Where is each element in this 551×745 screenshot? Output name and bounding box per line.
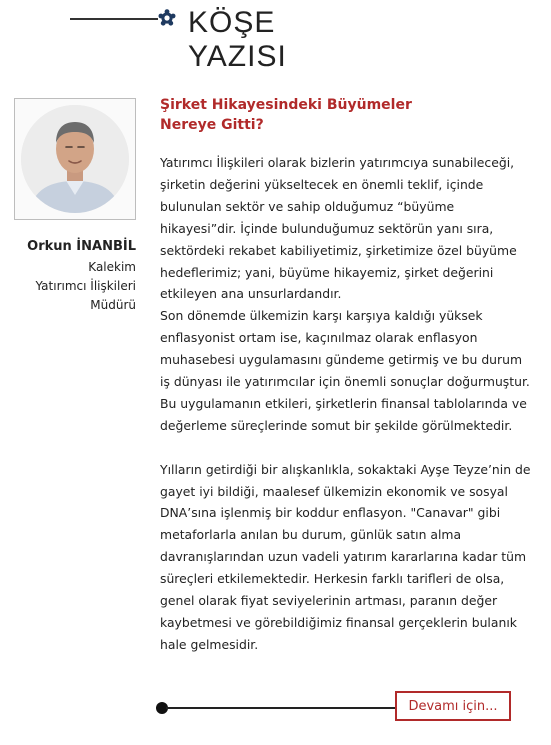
article-title-line: Şirket Hikayesindeki Büyümeler (160, 97, 412, 113)
author-role (0, 258, 136, 315)
read-more-button[interactable]: Devamı için... (395, 691, 511, 721)
author-role-line: Müdürü (90, 298, 136, 312)
author-name: Orkun İNANBİL (27, 239, 136, 254)
section-title (188, 6, 287, 74)
article-paragraph: Yılların getirdiği bir alışkanlıkla, sokaktaki Ayşe Teyze’nin de gayet iyi bildiği, maalesef ülkemizin ekonomik ve sosyal DNA’sına işlenmiş bir koddur enflasyon. "Canavar" gibi metaforlarla anılan bu durum, günlük satın alma davranışlarından uzun vadeli yatırım kararlarına kadar tüm süreçleri etkilemektedir. Herkesin farklı tarifleri de olsa, genel olarak fiyat seviyelerinin artması, paranın değer kaybetmesi ve görebildiğimiz finansal gerçeklerin bulanık hale gelmesidir. (160, 461, 531, 652)
section-title-line2: YAZISI (188, 40, 287, 73)
article-paragraph: Son dönemde ülkemizin karşı karşıya kaldığı yüksek enflasyonist ortam ise, kaçınılmaz olarak enflasyon muhasebesi uygulamasını gündeme getirmiş ve bu durum iş dünyası ile yatırımcılar için önemli sonuçlar doğurmuştur. Bu uygulamanın etkileri, şirketlerin finansal tablolarında ve değerleme süreçlerinde somut bir şekilde görülmektedir. (160, 308, 530, 433)
author-photo (21, 105, 129, 213)
article-title (160, 95, 450, 135)
gear-flower-icon (158, 9, 176, 27)
article-title-line: Nereye Gitti? (160, 117, 264, 133)
read-more-rule (166, 707, 396, 709)
author-role-line: Kalekim (88, 260, 136, 274)
article-paragraph: Yatırımcı İlişkileri olarak bizlerin yatırımcıya sunabileceği, şirketin değerini yükseltecek en önemli teklif, içinde bulunulan sektör ve sahip olduğumuz “büyüme hikayesi”dir. İçinde bulunduğumuz sektörün yanı sıra, sektördeki rekabet kabiliyetimiz, şirketimize özel büyüme hedeflerimiz; yani, büyüme hikayemiz, şirket değerini etkileyen ana unsurlardandır. (160, 155, 517, 302)
article-body (160, 152, 532, 656)
author-photo-frame (14, 98, 136, 220)
section-title-line1: KÖŞE (188, 6, 276, 39)
header-rule (70, 18, 158, 20)
author-role-line: Yatırımcı İlişkileri (35, 279, 136, 293)
author-portrait-image (21, 105, 129, 213)
